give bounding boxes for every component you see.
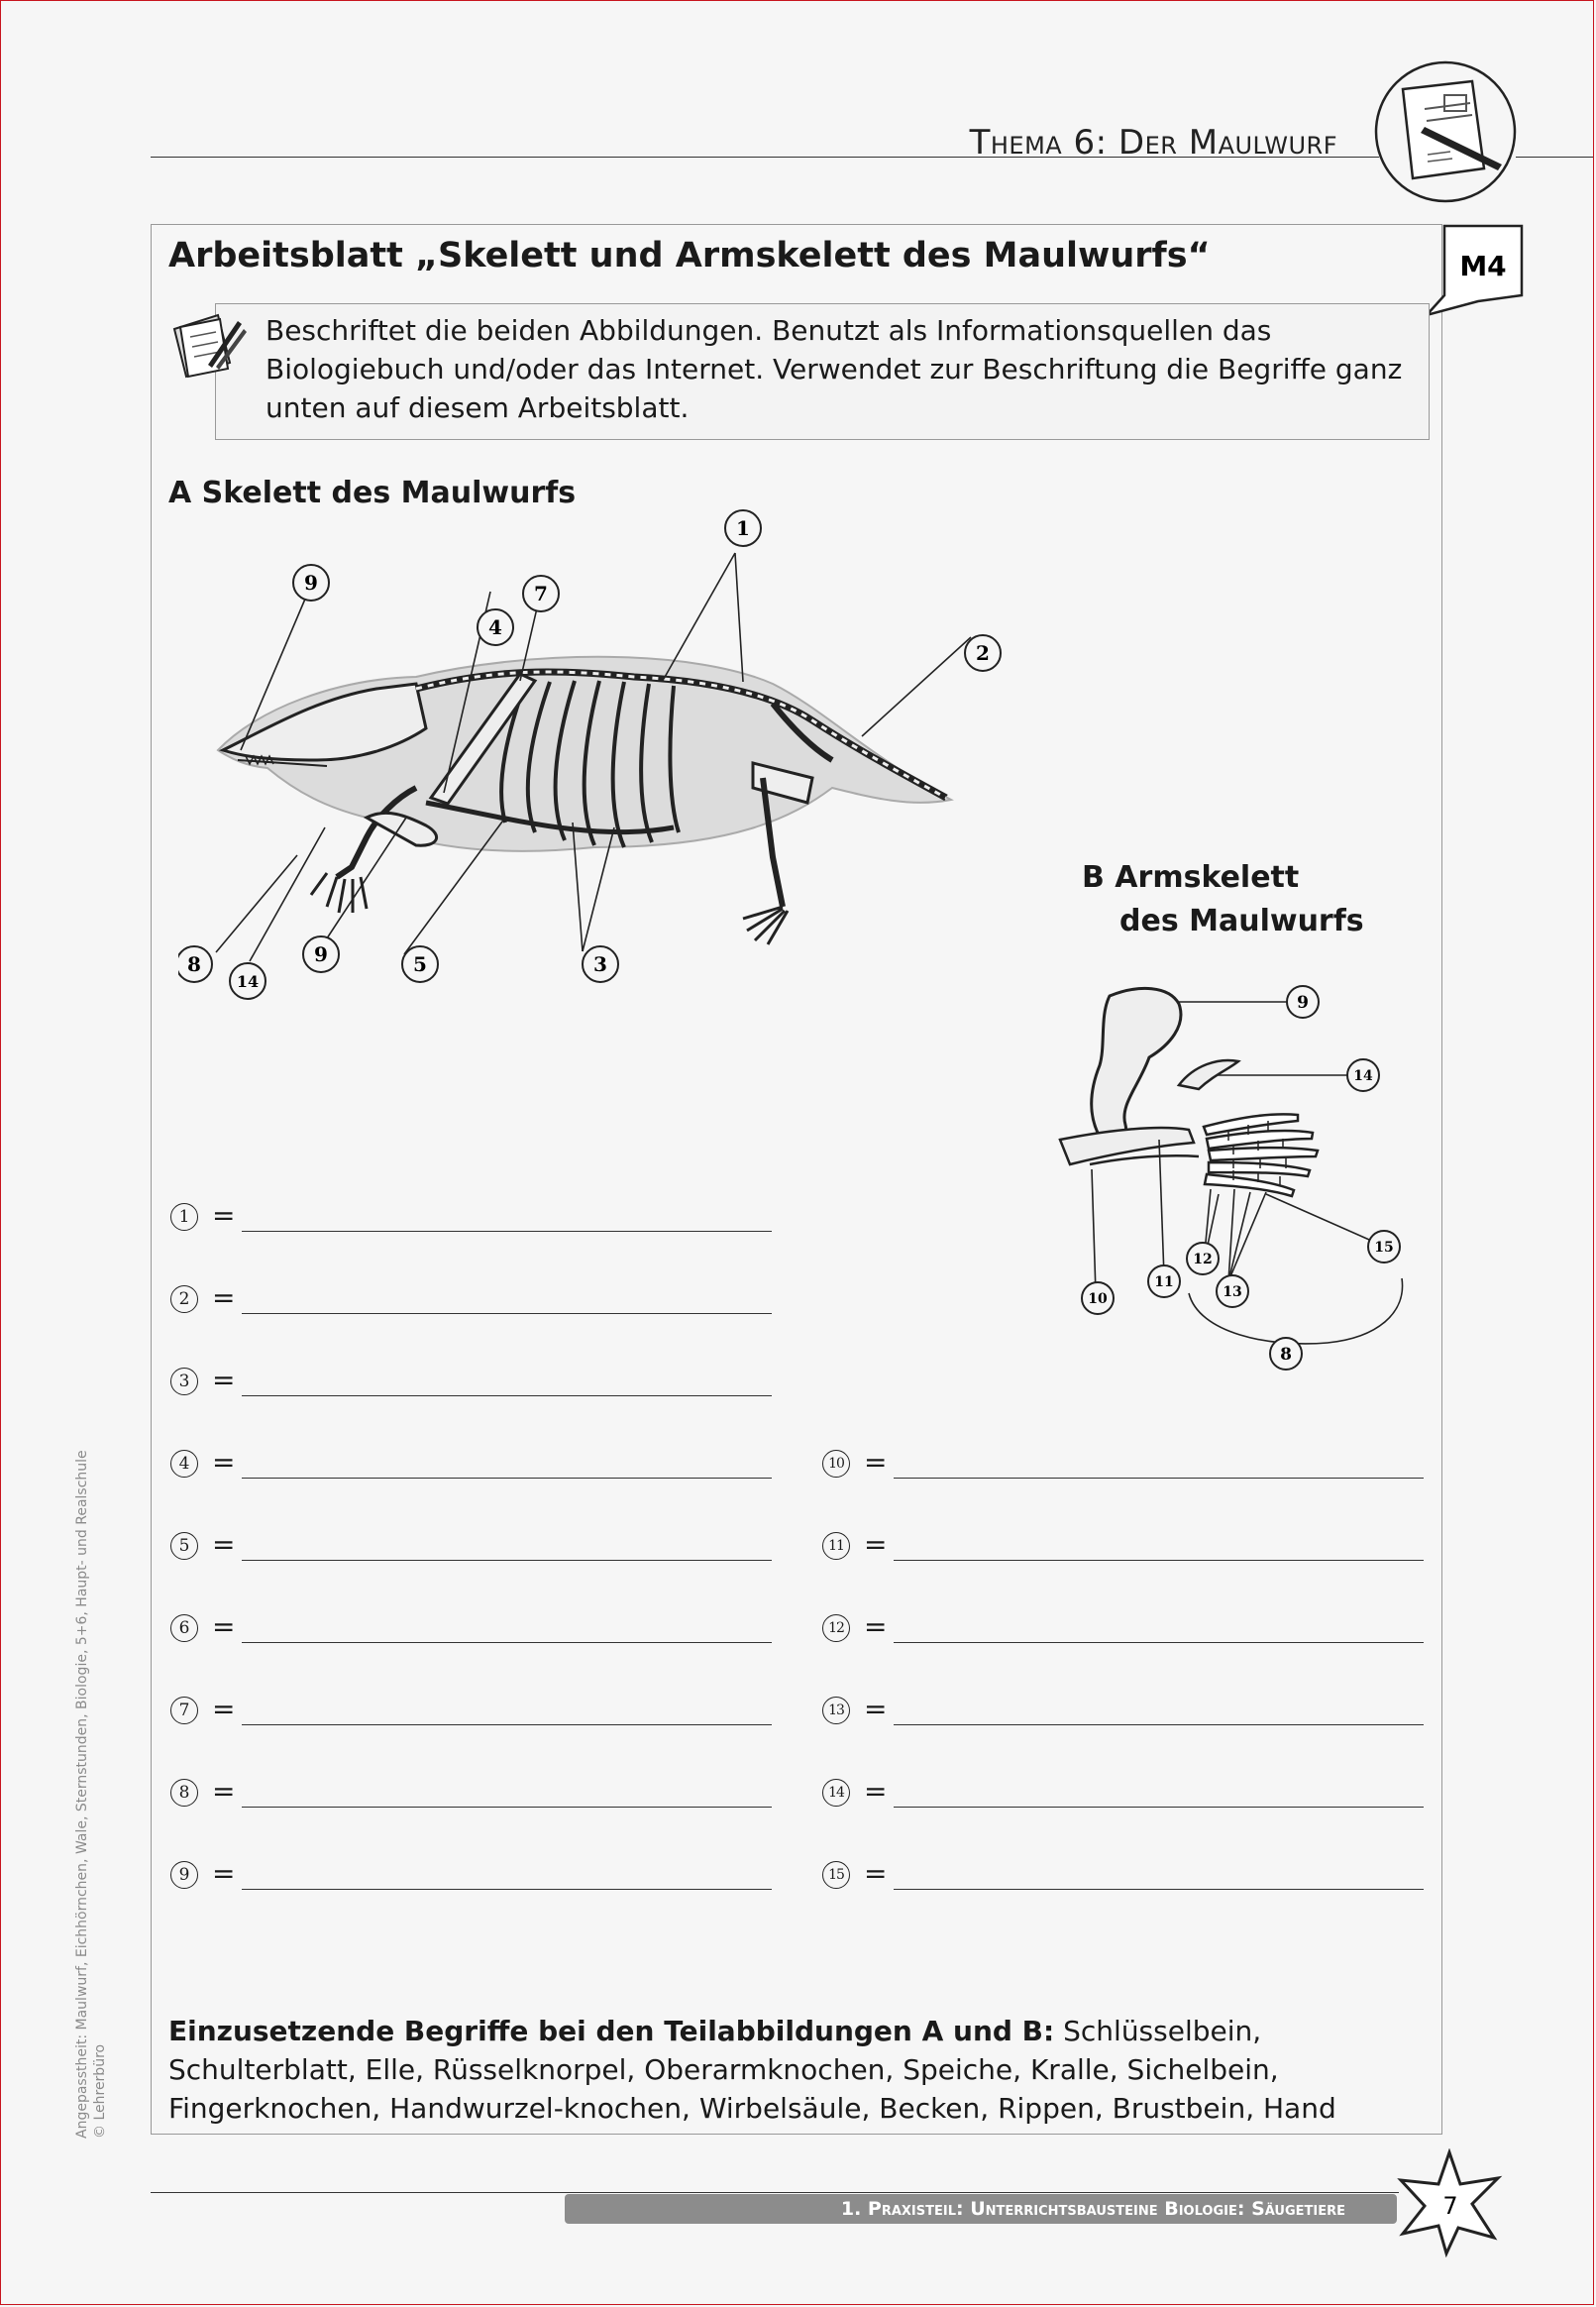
answer-line[interactable] xyxy=(894,1642,1424,1643)
svg-text:5: 5 xyxy=(413,952,427,976)
callout-b-12 xyxy=(1187,1243,1219,1274)
svg-text:15: 15 xyxy=(1374,1240,1394,1256)
answer-equals: = xyxy=(864,1857,888,1890)
svg-text:11: 11 xyxy=(1154,1274,1174,1290)
answer-line[interactable] xyxy=(894,1478,1424,1479)
callout-b-15 xyxy=(1368,1231,1400,1263)
callout-9 xyxy=(303,936,339,972)
svg-text:14: 14 xyxy=(236,972,260,991)
callout-7 xyxy=(523,576,559,611)
answer-row-6 xyxy=(170,1610,785,1650)
answer-equals: = xyxy=(864,1446,888,1479)
answer-number: 9 xyxy=(170,1861,198,1889)
callout-14 xyxy=(230,963,266,999)
answer-equals: = xyxy=(212,1610,236,1643)
answer-number: 1 xyxy=(170,1203,198,1231)
page-number-star xyxy=(1395,2148,1504,2257)
callout-b-8 xyxy=(1270,1338,1302,1370)
svg-text:10: 10 xyxy=(1088,1291,1108,1307)
svg-text:14: 14 xyxy=(1353,1068,1373,1084)
mole-arm-skeleton-figure xyxy=(1030,966,1466,1382)
answer-line[interactable] xyxy=(894,1889,1424,1890)
answer-row-5 xyxy=(170,1528,785,1568)
answer-equals: = xyxy=(212,1364,236,1396)
answer-row-13 xyxy=(822,1693,1436,1732)
answer-row-2 xyxy=(170,1281,785,1321)
copyright-line1: Angepasstheit: Maulwurf, Eichhörnchen, Wale, Sternstunden, Biologie, 5+6, Haupt- und Realschule xyxy=(74,1450,90,2139)
answer-row-15 xyxy=(822,1857,1436,1897)
answer-number: 3 xyxy=(170,1368,198,1395)
answer-number: 13 xyxy=(822,1697,850,1724)
answer-line[interactable] xyxy=(242,1642,772,1643)
callout-b-10 xyxy=(1082,1282,1114,1314)
worksheet-title: Arbeitsblatt „Skelett und Armskelett des Maulwurfs“ xyxy=(168,236,1211,275)
answer-equals: = xyxy=(212,1528,236,1561)
answer-number: 8 xyxy=(170,1779,198,1807)
copyright-line2: © Lehrerbüro xyxy=(92,2043,108,2139)
answer-row-14 xyxy=(822,1775,1436,1814)
svg-text:9: 9 xyxy=(304,571,318,595)
answer-line[interactable] xyxy=(242,1724,772,1725)
answer-number: 15 xyxy=(822,1861,850,1889)
section-b-line1: B Armskelett xyxy=(1082,860,1300,895)
answer-equals: = xyxy=(864,1775,888,1808)
answer-equals: = xyxy=(212,1775,236,1808)
answer-equals: = xyxy=(212,1693,236,1725)
callout-b-13 xyxy=(1217,1275,1248,1307)
terms-list xyxy=(168,2012,1427,2128)
answer-equals: = xyxy=(864,1610,888,1643)
answer-equals: = xyxy=(212,1446,236,1479)
answer-equals: = xyxy=(864,1693,888,1725)
svg-text:8: 8 xyxy=(1280,1345,1292,1365)
notebook-pen-icon xyxy=(1373,59,1518,204)
answer-number: 4 xyxy=(170,1450,198,1478)
answer-row-10 xyxy=(822,1446,1436,1485)
answer-row-11 xyxy=(822,1528,1436,1568)
answer-equals: = xyxy=(212,1199,236,1232)
callout-2 xyxy=(965,635,1001,671)
answer-row-1 xyxy=(170,1199,785,1239)
answer-number: 7 xyxy=(170,1697,198,1724)
answer-row-8 xyxy=(170,1775,785,1814)
answer-number: 11 xyxy=(822,1532,850,1560)
answer-line[interactable] xyxy=(894,1560,1424,1561)
answer-number: 6 xyxy=(170,1614,198,1642)
answer-line[interactable] xyxy=(894,1807,1424,1808)
svg-text:8: 8 xyxy=(187,952,201,976)
m4-badge xyxy=(1419,224,1559,335)
callout-6 xyxy=(293,565,329,601)
svg-text:9: 9 xyxy=(314,942,328,966)
answer-number: 2 xyxy=(170,1285,198,1313)
answer-row-9 xyxy=(170,1857,785,1897)
answer-equals: = xyxy=(212,1281,236,1314)
callout-8 xyxy=(178,946,212,982)
answer-line[interactable] xyxy=(242,1313,772,1314)
section-b-heading xyxy=(1082,856,1364,943)
answer-line[interactable] xyxy=(894,1724,1424,1725)
svg-text:13: 13 xyxy=(1223,1284,1242,1300)
answer-row-12 xyxy=(822,1610,1436,1650)
answer-row-3 xyxy=(170,1364,785,1403)
answer-line[interactable] xyxy=(242,1395,772,1396)
svg-text:12: 12 xyxy=(1193,1252,1213,1267)
m4-label: M4 xyxy=(1459,250,1507,282)
answer-number: 14 xyxy=(822,1779,850,1807)
section-b-line2: des Maulwurfs xyxy=(1119,904,1364,938)
task-instructions: Beschriftet die beiden Abbildungen. Benutzt als Informationsquellen das Biologiebuch und/oder das Internet. Verwendet zur Beschriftung die Begriffe ganz unten auf diesem Arbeitsblatt. xyxy=(266,314,1403,424)
terms-values: Schlüsselbein, Schulterblatt, Elle, Rüsselknorpel, Oberarmknochen, Speiche, Kralle, Sichelbein, Fingerknochen, Handwurzel-knochen, Wirbelsäule, Becken, Rippen, Brustbein, Hand xyxy=(168,2015,1336,2125)
answer-line[interactable] xyxy=(242,1560,772,1561)
callout-4 xyxy=(478,609,513,645)
callout-b-11 xyxy=(1148,1265,1180,1297)
callout-3 xyxy=(583,946,618,982)
svg-text:3: 3 xyxy=(593,952,607,976)
header-title: Thema 6: Der Maulwurf xyxy=(969,123,1337,163)
answer-line[interactable] xyxy=(242,1231,772,1232)
answer-equals: = xyxy=(864,1528,888,1561)
footer-rule xyxy=(151,2192,1399,2193)
svg-text:9: 9 xyxy=(1297,993,1309,1013)
copyright-note xyxy=(73,1450,109,2139)
answer-line[interactable] xyxy=(242,1807,772,1808)
terms-lead: Einzusetzende Begriffe bei den Teilabbildungen A und B: xyxy=(168,2015,1055,2047)
answer-row-7 xyxy=(170,1693,785,1732)
header-rule-right xyxy=(1516,157,1593,158)
svg-text:7: 7 xyxy=(534,582,548,605)
callout-1 xyxy=(725,510,761,546)
callout-b-9 xyxy=(1287,986,1319,1018)
answer-row-4 xyxy=(170,1446,785,1485)
answer-line[interactable] xyxy=(242,1478,772,1479)
svg-text:4: 4 xyxy=(488,615,502,639)
answer-line[interactable] xyxy=(242,1889,772,1890)
footer-section-label: 1. Praxisteil: Unterrichtsbausteine Biologie: Säugetiere xyxy=(565,2194,1397,2224)
callout-5 xyxy=(402,946,438,982)
answer-equals: = xyxy=(212,1857,236,1890)
answer-number: 10 xyxy=(822,1450,850,1478)
answer-number: 12 xyxy=(822,1614,850,1642)
svg-text:2: 2 xyxy=(976,641,990,665)
mole-skeleton-figure xyxy=(178,500,1050,1016)
svg-text:1: 1 xyxy=(736,516,750,540)
page-number: 7 xyxy=(1442,2192,1458,2220)
callout-b-14 xyxy=(1347,1059,1379,1091)
section-a-heading: A Skelett des Maulwurfs xyxy=(168,476,577,510)
answer-number: 5 xyxy=(170,1532,198,1560)
writing-task-icon xyxy=(168,307,248,386)
